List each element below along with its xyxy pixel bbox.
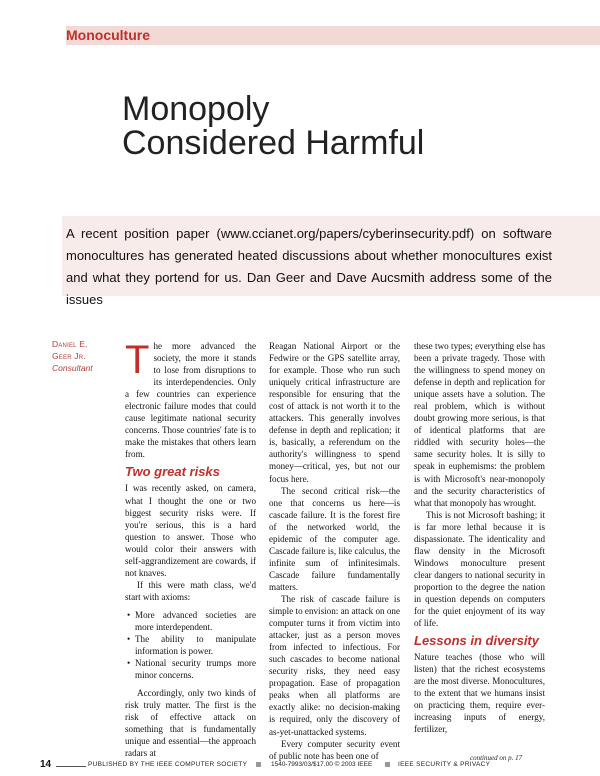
column-2 [269, 340, 400, 762]
issn-line: 1540-7993/03/$17.00 © 2003 IEEE [271, 761, 373, 768]
list-item: • National security trumps more minor concerns. [135, 657, 256, 681]
paragraph: The second critical risk—the one that concerns us here—is cascade failure. It is the forest fire of the networked world, the epidemic of the computer age. Cascade failure is, like calculus, the infinite sum of infinitesimals. Cascade failure fundamentally matters. [269, 485, 400, 592]
title-line-1: Monopoly [122, 90, 270, 128]
paragraph: The risk of cascade failure is simple to envision: an attack on one computer turns it from victim into attacker, just as a person moves from infected to infectious. For such cascades to become national security risks, they need easy propagation. Ease of propagation peaks when all platforms are exactly alike: no decision-making is required, only the discovery of as-yet-unattacked systems. [269, 593, 400, 737]
drop-cap: T [125, 338, 150, 382]
article-title [122, 92, 424, 160]
section-tag: Monoculture [66, 27, 150, 43]
author-name-line-2: Geer Jr. [52, 351, 86, 361]
column-3 [414, 340, 545, 735]
section-header [0, 26, 600, 46]
continued-note: continued on p. 17 [470, 754, 523, 762]
section-heading: Two great risks [125, 464, 220, 480]
article-deck: A recent position paper (www.ccianet.org/papers/cyberinsecurity.pdf) on software monocultures has generated heated discussions about whether monocultures exist and what they portend for us. Dan Geer and Dave Aucsmith address some of the issues [66, 226, 552, 307]
magazine-name: IEEE SECURITY & PRIVACY [398, 761, 491, 768]
paragraph: If this were math class, we'd start with axioms: [125, 579, 256, 602]
list-item: • The ability to manipulate information is power. [135, 633, 256, 657]
page-number: 14 [40, 759, 52, 770]
publisher-line: PUBLISHED BY THE IEEE COMPUTER SOCIETY [88, 761, 248, 768]
paragraph: This is not Microsoft bashing; it is far more lethal because it is dispassionate. The identicality and flaw density in the Microsoft Windows monoculture present clear dangers to national security in proportion to the degree the nation in question depends on computers for the quiet enjoyment of its way of life. [414, 509, 545, 629]
paragraph: he more advanced the society, the more it stands to lose from disruptions to its interdependencies. Only a few countries can experience electronic failure modes that could cause legitimate national security concerns. Those countries' fate is to make the mistakes that others learn from. [125, 341, 256, 460]
paragraph: Nature teaches (those who will listen) that the richest ecosystems are the most diverse. Monocultures, to the extent that we humans insist on practicing them, require ever-increasing inputs of energy, fertilizer, [414, 652, 545, 735]
page-footer [0, 757, 600, 776]
byline [52, 338, 120, 374]
square-bullet-icon [385, 762, 390, 767]
square-bullet-icon [256, 762, 261, 767]
paragraph: Every computer security event of public note has been one of [269, 738, 400, 761]
author-name-line-1: Daniel E. [52, 339, 88, 349]
list-item: • More advanced societies are more interdependent. [135, 609, 256, 633]
section-heading: Lessons in diversity [414, 633, 539, 649]
paragraph: these two types; everything else has been a private tragedy. Those with the willingness to spend money on defense in depth and replication for unique assets have a solution. The real problem, which is without doubt growing more serious, is that of identical platforms that are riddled with security holes—the same security holes. It is silly to speak in euphemisms: the problem is with Microsoft's near-monopoly and the security characteristics of what that monopoly has wrought. [414, 341, 545, 508]
author-role: Consultant [52, 363, 93, 373]
paragraph: Reagan National Airport or the Fedwire or the GPS satellite array, for example. Those who run such uniquely critical infrastructure are responsible for ensuring that the cost of attack is not worth it to the attackers. This generally involves defense in depth and replication; it is, basically, a referendum on the authority's willingness to spend money—critical, yes, but not our focus here. [269, 341, 400, 484]
footer-rule [56, 766, 86, 767]
paragraph: I was recently asked, on camera, what I thought the one or two biggest security risks were. If you're serious, this is a hard question to answer. Those who would color their answers with self-aggrandizement are cowards, if not knaves. [125, 483, 256, 578]
axiom-list [125, 609, 256, 681]
column-1 [125, 340, 256, 760]
paragraph: Accordingly, only two kinds of risk truly matter. The first is the risk of effective attack on something that is fundamentally unique and essential—the approach radars at [125, 688, 256, 759]
title-line-2: Considered Harmful [122, 124, 425, 162]
